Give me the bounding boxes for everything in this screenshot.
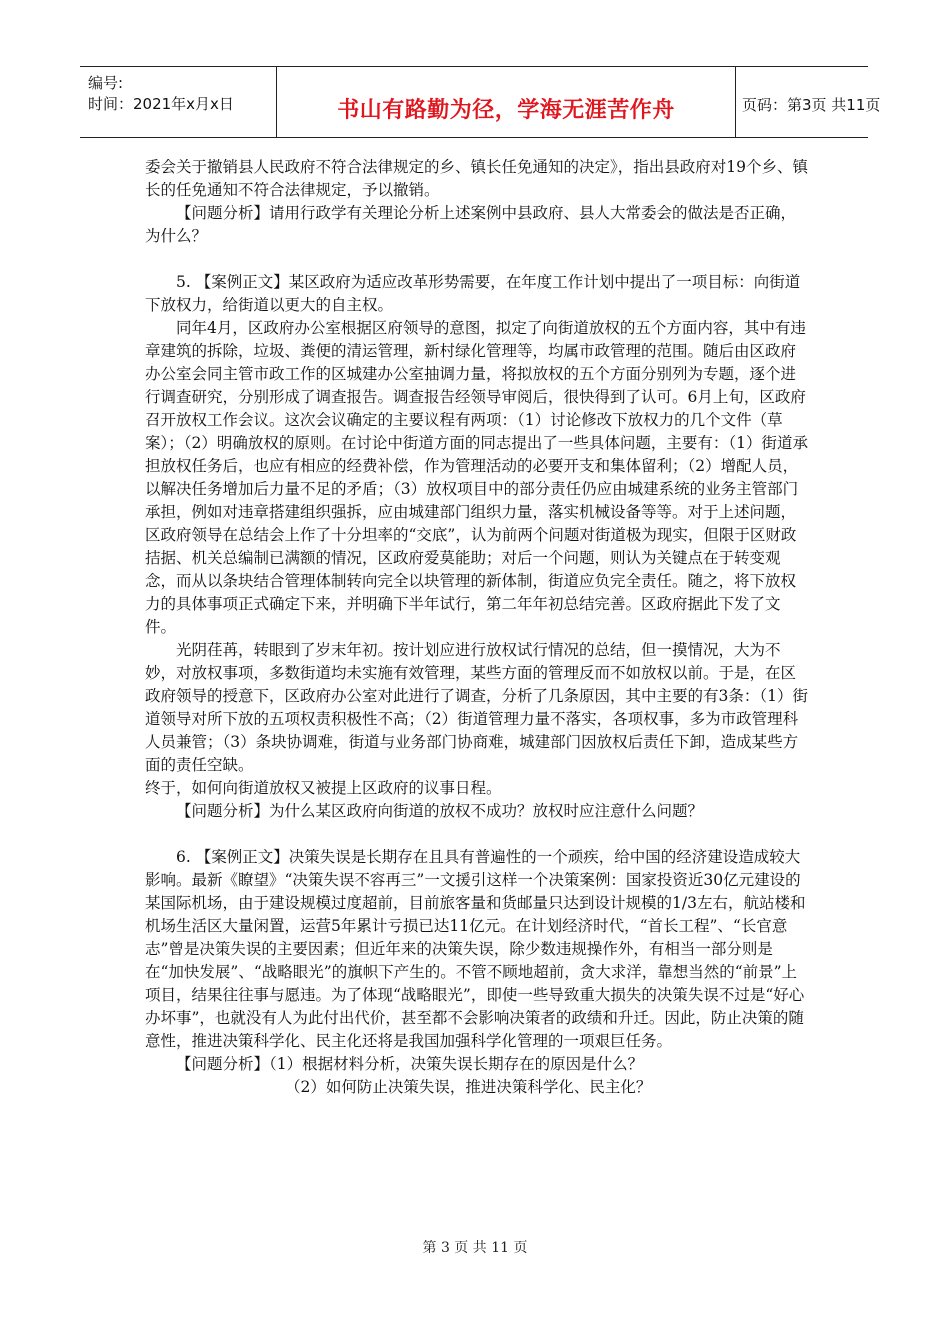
header-meta-cell bbox=[80, 67, 276, 137]
case-6-text: 6. 【案例正文】决策失误是长期存在且具有普遍性的一个顽疾，给中国的经济建设造成较大影响。最新《瞭望》“决策失误不容再三”一文援引这样一个决策案例：国家投资近30亿元建设的某国际机场，由于建设规模过度超前，目前旅客量和货邮量只达到设计规模的1/3左右，航站楼和机场生活区大量闲置，运营5年累计亏损已达11亿元。在计划经济时代，“首长工程”、“长官意志”曾是决策失误的主要因素；但近年来的决策失误，除少数违规操作外，有相当一部分则是在“加快发展”、“战略眼光”的旗帜下产生的。不管不顾地超前，贪大求洋，靠想当然的“前景”上项目，结果往往事与愿违。为了体现“战略眼光”，即使一些导致重大损失的决策失误不过是“好心办坏事”，也就没有人为此付出代价，甚至都不会影响决策者的政绩和升迁。因此，防止决策的随意性，推进决策科学化、民主化还将是我国加强科学化管理的一项艰巨任务。 bbox=[145, 848, 806, 1050]
question-analysis-5: 【问题分析】为什么某区政府向街道的放权不成功？放权时应注意什么问题？ bbox=[176, 802, 704, 820]
question-analysis-6-part-2: （2）如何防止决策失误，推进决策科学化、民主化？ bbox=[285, 1078, 652, 1096]
header-motto-cell bbox=[276, 67, 736, 137]
question-analysis-6-part-1: 【问题分析】（1）根据材料分析，决策失误长期存在的原因是什么？ bbox=[176, 1055, 644, 1073]
case-5-paragraph-2: 同年4月，区政府办公室根据区府领导的意图，拟定了向街道放权的五个方面内容，其中有违章建筑的拆除，垃圾、粪便的清运管理，新村绿化管理等，均属市政管理的范围。随后由区政府办公室会同主管市政工作的区城建办公室抽调力量，将拟放权的五个方面分别列为专题，逐个进行调查研究，分别形成了调查报告。调查报告经领导审阅后，很快得到了认可。6月上旬，区政府召开放权工作会议。这次会议确定的主要议程有两项：（1）讨论修改下放权力的几个文件（草案）；（2）明确放权的原则。在讨论中街道方面的同志提出了一些具体问题，主要有：（1）街道承担放权任务后，也应有相应的经费补偿，作为管理活动的必要开支和集体留利；（2）增配人员，以解决任务增加后力量不足的矛盾；（3）放权项目中的部分责任仍应由城建系统的业务主管部门承担，例如对违章搭建组织强拆，应由城建部门组织力量，落实机械设备等等。对于上述问题，区政府领导在总结会上作了十分坦率的“交底”，认为前两个问题对街道极为现实，但限于区财政拮据、机关总编制已满额的情况，区政府爱莫能助；对后一个问题，则认为关键点在于转变观念，而从以条块结合管理体制转向完全以块管理的新体制，街道应负完全责任。随之，将下放权力的具体事项正式确定下来，并明确下半年试行，第二年年初总结完善。区政府据此下发了文件。 bbox=[145, 319, 808, 636]
paragraph-continuation: 委会关于撤销县人民政府不符合法律规定的乡、镇长任免通知的决定》，指出县政府对19个乡、镇长的任免通知不符合法律规定，予以撤销。 bbox=[145, 158, 808, 199]
case-5-paragraph-4: 终于，如何向街道放权又被提上区政府的议事日程。 bbox=[145, 779, 502, 797]
document-body bbox=[145, 156, 811, 1099]
page-footer: 第 3 页 共 11 页 bbox=[422, 1240, 528, 1256]
document-date-label: 时间：2021年x月x日 bbox=[88, 95, 234, 113]
question-analysis-4: 【问题分析】请用行政学有关理论分析上述案例中县政府、县人大常委会的做法是否正确，为什么？ bbox=[145, 204, 797, 245]
header-motto: 书山有路勤为径，学海无涯苦作舟 bbox=[337, 98, 675, 123]
case-5-paragraph-3: 光阴荏苒，转眼到了岁末年初。按计划应进行放权试行情况的总结，但一摸情况，大为不妙，对放权事项，多数街道均未实施有效管理，某些方面的管理反而不如放权以前。于是，在区政府领导的授意下，区政府办公室对此进行了调查，分析了几条原因，其中主要的有3条：（1）街道领导对所下放的五项权责积极性不高；（2）街道管理力量不落实，各项权事，多为市政管理科人员兼管；（3）条块协调难，街道与业务部门协商难，城建部门因放权后责任下卸，造成某些方面的责任空缺。 bbox=[145, 641, 808, 774]
page-header bbox=[80, 66, 881, 138]
header-page-info: 页码：第3页 共11页 bbox=[742, 96, 881, 114]
case-5-text: 5. 【案例正文】某区政府为适应改革形势需要，在年度工作计划中提出了一项目标：向街道下放权力，给街道以更大的自主权。 bbox=[145, 273, 801, 314]
document-number-label: 编号: bbox=[88, 74, 124, 92]
header-page-cell bbox=[734, 67, 881, 137]
